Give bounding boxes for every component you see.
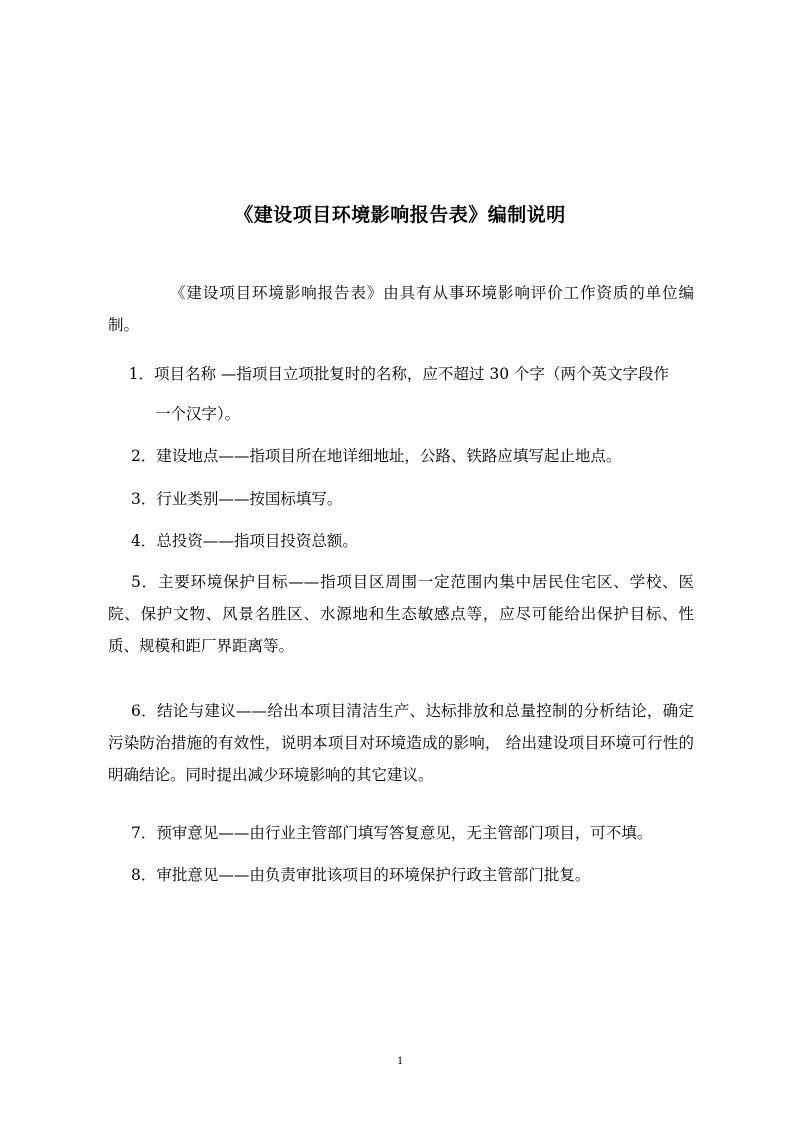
document-title: 《建设项目环境影响报告表》编制说明	[234, 204, 566, 226]
item-1-number: 1．	[128, 365, 154, 383]
item-3: 3．行业类别——按国标填写。	[131, 490, 343, 508]
page-number: 1	[397, 1053, 403, 1067]
item-8: 8．审批意见——由负责审批该项目的环境保护行政主管部门批复。	[131, 866, 591, 884]
item-1-continuation: 一个汉字）。	[155, 405, 241, 423]
item-5: 5．主要环境保护目标——指项目区周围一定范围内集中居民住宅区、学校、医院、保护文物、风景名胜区、水源地和生态敏感点等，应尽可能给出保护目标、性质、规模和距厂界距离等。	[108, 573, 694, 655]
intro-paragraph: 《建设项目环境影响报告表》由具有从事环境影响评价工作资质的单位编制。	[108, 284, 694, 334]
item-7: 7．预审意见——由行业主管部门填写答复意见，无主管部门项目，可不填。	[131, 824, 653, 842]
item-2: 2．建设地点——指项目所在地详细地址，公路、铁路应填写起止地点。	[131, 447, 622, 465]
item-4: 4．总投资——指项目投资总额。	[131, 532, 358, 550]
item-1	[108, 358, 694, 390]
item-6: 6．结论与建议——给出本项目清洁生产、达标排放和总量控制的分析结论，确定污染防治措施的有效性，说明本项目对环境造成的影响， 给出建设项目环境可行性的明确结论。同时提出减少环境影响的其它建议。	[108, 702, 694, 784]
item-1-text: 项目名称 —指项目立项批复时的名称，应不超过 30 个字（两个英文字段作	[154, 365, 670, 383]
